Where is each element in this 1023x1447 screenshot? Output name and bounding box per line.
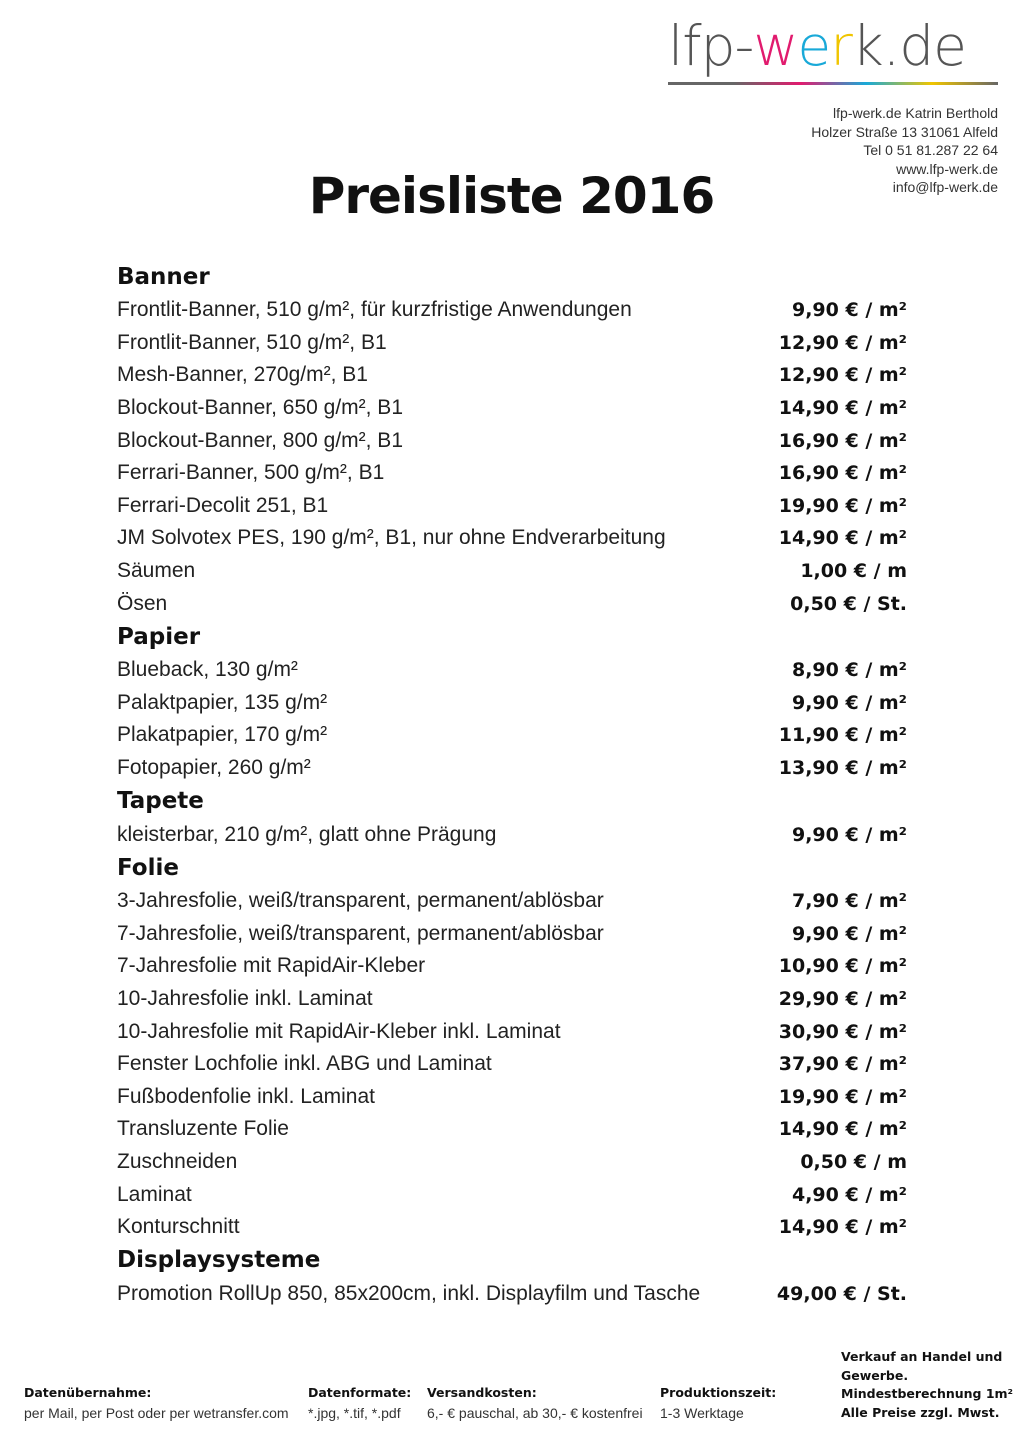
item-price: 14,90 € / m² xyxy=(778,397,907,420)
footer-versand-label: Versandkosten: xyxy=(427,1385,537,1400)
footer-daten-value: per Mail, per Post oder per wetransfer.com xyxy=(24,1405,289,1421)
contact-address: Holzer Straße 13 31061 Alfeld xyxy=(811,123,998,140)
company-logo xyxy=(668,14,1004,99)
price-row xyxy=(117,359,910,392)
logo-part-w: w xyxy=(753,14,798,78)
item-price: 49,00 € / St. xyxy=(776,1282,907,1305)
price-row xyxy=(117,294,910,327)
item-name: 7-Jahresfolie, weiß/transparent, permanent/ablösbar xyxy=(117,921,604,945)
price-row xyxy=(117,424,910,457)
contact-website[interactable]: www.lfp-werk.de xyxy=(896,160,998,177)
logo-underline xyxy=(668,82,998,85)
footer-formate-label: Datenformate: xyxy=(308,1385,412,1400)
item-name: 10-Jahresfolie inkl. Laminat xyxy=(117,986,373,1010)
item-name: Fenster Lochfolie inkl. ABG und Laminat xyxy=(117,1052,492,1076)
item-price: 4,90 € / m² xyxy=(791,1183,907,1206)
item-price: 8,90 € / m² xyxy=(791,659,907,682)
item-name: Blockout-Banner, 650 g/m², B1 xyxy=(117,396,403,420)
item-price: 11,90 € / m² xyxy=(778,724,907,747)
item-name: Konturschnitt xyxy=(117,1215,240,1239)
footer-daten-label: Datenübernahme: xyxy=(24,1385,152,1400)
item-name: JM Solvotex PES, 190 g/m², B1, nur ohne Endverarbeitung xyxy=(117,526,666,550)
page-title: Preisliste 2016 xyxy=(308,167,715,225)
item-price: 7,90 € / m² xyxy=(791,890,907,913)
item-price: 12,90 € / m² xyxy=(778,331,907,354)
logo-part-e: e xyxy=(797,14,831,78)
footer-terms-line-3: Mindestberechnung 1m² xyxy=(841,1386,1014,1401)
item-price: 14,90 € / m² xyxy=(778,527,907,550)
item-name: kleisterbar, 210 g/m², glatt ohne Prägung xyxy=(117,822,497,846)
price-row xyxy=(117,719,910,752)
item-price: 9,90 € / m² xyxy=(791,922,907,945)
price-row xyxy=(117,1048,910,1081)
item-name: Frontlit-Banner, 510 g/m², für kurzfristige Anwendungen xyxy=(117,298,632,322)
footer xyxy=(0,1345,1023,1435)
section-title: Displaysysteme xyxy=(117,1247,321,1274)
section-title: Tapete xyxy=(117,788,204,815)
price-row xyxy=(117,327,910,360)
item-price: 1,00 € / m xyxy=(800,560,907,583)
footer-produktion xyxy=(660,1383,776,1423)
price-row xyxy=(117,752,910,785)
item-name: Mesh-Banner, 270g/m², B1 xyxy=(117,363,368,387)
price-row xyxy=(117,654,910,687)
price-row xyxy=(117,818,910,851)
item-name: 3-Jahresfolie, weiß/transparent, permanent/ablösbar xyxy=(117,889,604,913)
contact-company: lfp-werk.de Katrin Berthold xyxy=(833,105,998,121)
item-name: Zuschneiden xyxy=(117,1149,238,1173)
item-price: 13,90 € / m² xyxy=(778,757,907,780)
price-row xyxy=(117,1146,910,1179)
footer-daten xyxy=(24,1383,289,1423)
price-row xyxy=(117,687,910,720)
item-name: Blockout-Banner, 800 g/m², B1 xyxy=(117,428,403,452)
logo-part-lfp: lfp- xyxy=(668,14,754,78)
item-name: Plakatpapier, 170 g/m² xyxy=(117,723,328,747)
item-price: 9,90 € / m² xyxy=(791,691,907,714)
item-price: 16,90 € / m² xyxy=(778,462,907,485)
item-price: 0,50 € / m xyxy=(800,1150,907,1173)
price-list xyxy=(117,260,910,1310)
footer-versand xyxy=(427,1383,643,1423)
item-name: Fotopapier, 260 g/m² xyxy=(117,756,311,780)
footer-terms-line-1: Verkauf an Handel und xyxy=(841,1349,1003,1364)
item-name: Promotion RollUp 850, 85x200cm, inkl. Displayfilm und Tasche xyxy=(117,1281,701,1305)
logo-part-k: k.de xyxy=(851,14,966,78)
logo-wordmark xyxy=(668,14,966,78)
item-price: 12,90 € / m² xyxy=(778,364,907,387)
contact-phone: Tel 0 51 81.287 22 64 xyxy=(863,142,998,158)
section-title: Papier xyxy=(117,623,201,650)
item-name: Laminat xyxy=(117,1182,192,1206)
item-name: Säumen xyxy=(117,559,196,583)
footer-produktion-label: Produktionszeit: xyxy=(660,1385,777,1400)
item-name: 10-Jahresfolie mit RapidAir-Kleber inkl. Laminat xyxy=(117,1019,561,1043)
item-name: Ferrari-Decolit 251, B1 xyxy=(117,493,329,517)
logo-part-r: r xyxy=(830,14,852,78)
footer-terms-line-4: Alle Preise zzgl. Mwst. xyxy=(841,1404,1000,1420)
price-row xyxy=(117,1113,910,1146)
price-row xyxy=(117,983,910,1016)
item-name: Fußbodenfolie inkl. Laminat xyxy=(117,1084,375,1108)
item-name: Transluzente Folie xyxy=(117,1117,289,1141)
footer-terms xyxy=(841,1348,1013,1422)
item-price: 16,90 € / m² xyxy=(778,429,907,452)
price-row xyxy=(117,885,910,918)
price-row xyxy=(117,587,910,620)
price-row xyxy=(117,1080,910,1113)
section-title: Folie xyxy=(117,854,179,881)
item-price: 29,90 € / m² xyxy=(778,987,907,1010)
price-row xyxy=(117,555,910,588)
item-price: 14,90 € / m² xyxy=(778,1118,907,1141)
footer-formate-value: *.jpg, *.tif, *.pdf xyxy=(308,1405,401,1421)
item-price: 19,90 € / m² xyxy=(778,1085,907,1108)
item-price: 10,90 € / m² xyxy=(778,955,907,978)
price-row xyxy=(117,1178,910,1211)
price-row xyxy=(117,1211,910,1244)
item-name: Blueback, 130 g/m² xyxy=(117,658,298,682)
footer-produktion-value: 1-3 Werktage xyxy=(660,1405,744,1421)
price-row xyxy=(117,392,910,425)
item-name: 7-Jahresfolie mit RapidAir-Kleber xyxy=(117,954,426,978)
item-name: Palaktpapier, 135 g/m² xyxy=(117,690,328,714)
price-row xyxy=(117,950,910,983)
price-row xyxy=(117,1277,910,1310)
price-row xyxy=(117,457,910,490)
item-name: Ösen xyxy=(117,591,168,615)
item-price: 30,90 € / m² xyxy=(778,1020,907,1043)
section-title: Banner xyxy=(117,264,210,290)
price-row xyxy=(117,918,910,951)
price-row xyxy=(117,522,910,555)
price-row xyxy=(117,1015,910,1048)
item-price: 14,90 € / m² xyxy=(778,1216,907,1239)
item-price: 0,50 € / St. xyxy=(790,592,907,615)
contact-email[interactable]: info@lfp-werk.de xyxy=(892,179,998,195)
item-price: 9,90 € / m² xyxy=(791,823,907,846)
price-row xyxy=(117,490,910,523)
footer-versand-value: 6,- € pauschal, ab 30,- € kostenfrei xyxy=(427,1405,643,1421)
footer-terms-line-2: Gewerbe. xyxy=(841,1367,909,1383)
footer-formate xyxy=(308,1383,411,1423)
item-name: Ferrari-Banner, 500 g/m², B1 xyxy=(117,461,385,485)
item-price: 19,90 € / m² xyxy=(778,494,907,517)
item-price: 9,90 € / m² xyxy=(791,299,907,322)
item-price: 37,90 € / m² xyxy=(778,1053,907,1076)
item-name: Frontlit-Banner, 510 g/m², B1 xyxy=(117,330,387,354)
